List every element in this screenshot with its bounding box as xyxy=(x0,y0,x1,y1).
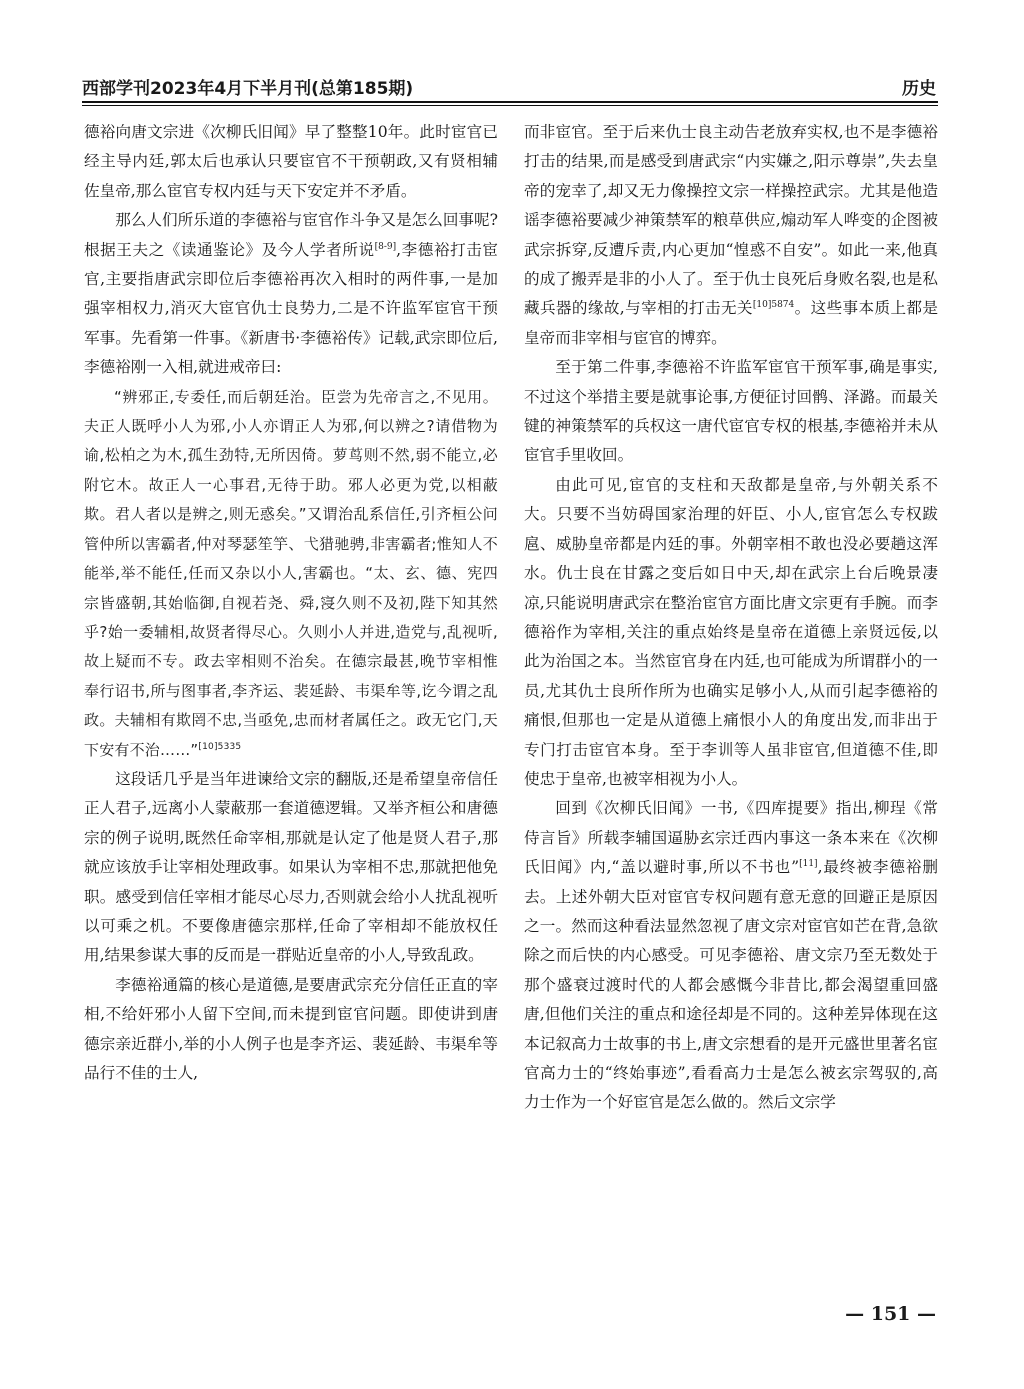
paragraph: 李德裕通篇的核心是道德,是要唐武宗充分信任正直的宰相,不给奸邪小人留下空间,而未提到宦官问题。即使讲到唐德宗亲近群小,举的小人例子也是李齐运、裴延龄、韦渠牟等品行不佳的士人, xyxy=(84,975,498,1082)
paragraph: 德裕向唐文宗进《次柳氏旧闻》早了整整10年。此时宦官已经主导内廷,郭太后也承认只要宦官不干预朝政,又有贤相辅佐皇帝,那么宦官专权内廷与天下安定并不矛盾。 xyxy=(84,123,498,200)
section-label: 历史 xyxy=(902,79,936,99)
paragraph: 而非宦官。至于后来仇士良主动告老放弃实权,也不是李德裕打击的结果,而是感受到唐武宗“内实嫌之,阳示尊崇”,失去皇帝的宠幸了,却又无力像操控文宗一样操控武宗。尤其是他造谣李德裕要减少神策禁军的粮草供应,煽动军人哗变的企图被武宗拆穿,反遭斥责,内心更加“惶惑不自安”。如此一来,他真的成了搬弄是非的小人了。至于仇士良死后身败名裂,也是私藏兵器的缘故,与宰相的打击无关$^{[10]5874}$。这些事本质上都是皇帝而非宰相与宦官的博弈。 xyxy=(524,123,938,347)
paragraph: 至于第二件事,李德裕不许监军宦官干预军事,确是事实,不过这个举措主要是就事论事,方便征讨回鹘、泽潞。而最关键的神策禁军的兵权这一唐代宦官专权的根基,李德裕并未从宦官手里收回。 xyxy=(524,358,938,465)
citation: [11] xyxy=(799,858,818,869)
paragraph: 这段话几乎是当年进谏给文宗的翻版,还是希望皇帝信任正人君子,远离小人蒙蔽那一套道德逻辑。又举齐桓公和唐德宗的例子说明,既然任命宰相,那就是认定了他是贤人君子,那就应该放手让宰相处理政事。如果认为宰相不忠,那就把他免职。感受到信任宰相才能尽心尽力,否则就会给小人扰乱视听以可乘之机。不要像唐德宗那样,任命了宰相却不能放权任用,结果参谋大事的反而是一群贴近皇帝的小人,导致乱政。 xyxy=(84,769,498,965)
header-rule-thin xyxy=(82,105,938,106)
paragraph: 那么人们所乐道的李德裕与宦官作斗争又是怎么回事呢?根据王夫之《读通鉴论》及今人学者所说[8-9],李德裕打击宦官,主要指唐武宗即位后李德裕再次入相时的两件事,一是加强宰相权力,消灭大宦官仇士良势力,二是不许监军宦官干预军事。先看第一件事。《新唐书·李德裕传》记载,武宗即位后,李德裕刚一入相,就进戒帝曰: xyxy=(84,211,498,377)
block-quote: “辨邪正,专委任,而后朝廷治。臣尝为先帝言之,不见用。夫正人既呼小人为邪,小人亦谓正人为邪,何以辨之?请借物为谕,松柏之为木,孤生劲特,无所因倚。萝茑则不然,弱不能立,必附它木。故正人一心事君,无待于助。邪人必更为党,以相蔽欺。君人者以是辨之,则无惑矣。”又谓治乱系信任,引齐桓公问管仲所以害霸者,仲对琴瑟笙竽、弋猎驰骋,非害霸者;惟知人不能举,举不能任,任而又杂以小人,害霸也。“太、玄、德、宪四宗皆盛朝,其始临御,自视若尧、舜,寖久则不及初,陛下知其然乎?始一委辅相,故贤者得尽心。久则小人并进,造党与,乱视听,故上疑而不专。政去宰相则不治矣。在德宗最甚,晚节宰相惟奉行诏书,所与图事者,李齐运、裴延龄、韦渠牟等,讫今谓之乱政。夫辅相有欺罔不忠,当亟免,忠而材者属任之。政无它门,天下安有不治……”$^{[10]5335}$ xyxy=(84,387,498,759)
citation: [10]5874 xyxy=(752,300,795,311)
running-header xyxy=(82,72,938,100)
journal-title: 西部学刊2023年4月下半月刊(总第185期) xyxy=(82,79,414,99)
citation: [8-9] xyxy=(374,241,397,252)
header-rule xyxy=(82,101,938,103)
left-column xyxy=(84,118,498,1300)
right-column xyxy=(524,118,938,1300)
paragraph: 回到《次柳氏旧闻》一书,《四库提要》指出,柳珵《常侍言旨》所载李辅国逼胁玄宗迁西内事这一条本来在《次柳氏旧闻》内,“盖以避时事,所以不书也”[11],最终被李德裕删去。上述外朝大臣对宦官专权问题有意无意的回避正是原因之一。然而这种看法显然忽视了唐文宗对宦官如芒在背,急欲除之而后快的内心感受。可见李德裕、唐文宗乃至无数处于那个盛衰过渡时代的人都会感慨今非昔比,都会渴望重回盛唐,但他们关注的重点和途径却是不同的。这种差异体现在这本记叙高力士故事的书上,唐文宗想看的是开元盛世里著名宦官高力士的“终始事迹”,看看高力士是怎么被玄宗驾驭的,高力士作为一个好宦官是怎么做的。然后文宗学 xyxy=(524,799,938,1112)
paragraph: 由此可见,宦官的支柱和天敌都是皇帝,与外朝关系不大。只要不当妨碍国家治理的奸臣、小人,宦官怎么专权跋扈、威胁皇帝都是内廷的事。外朝宰相不敢也没必要趟这浑水。仇士良在甘露之变后如日中天,却在武宗上台后晚景凄凉,只能说明唐武宗在整治宦官方面比唐文宗更有手腕。而李德裕作为宰相,关注的重点始终是皇帝在道德上亲贤远佞,以此为治国之本。当然宦官身在内廷,也可能成为所谓群小的一员,尤其仇士良所作所为也确实足够小人,从而引起李德裕的痛恨,但那也一定是从道德上痛恨小人的角度出发,而非出于专门打击宦官本身。至于李训等人虽非宦官,但道德不佳,即使忠于皇帝,也被宰相视为小人。 xyxy=(524,475,938,788)
page-number: — 151 — xyxy=(845,1303,936,1325)
citation: [10]5335 xyxy=(198,741,242,752)
